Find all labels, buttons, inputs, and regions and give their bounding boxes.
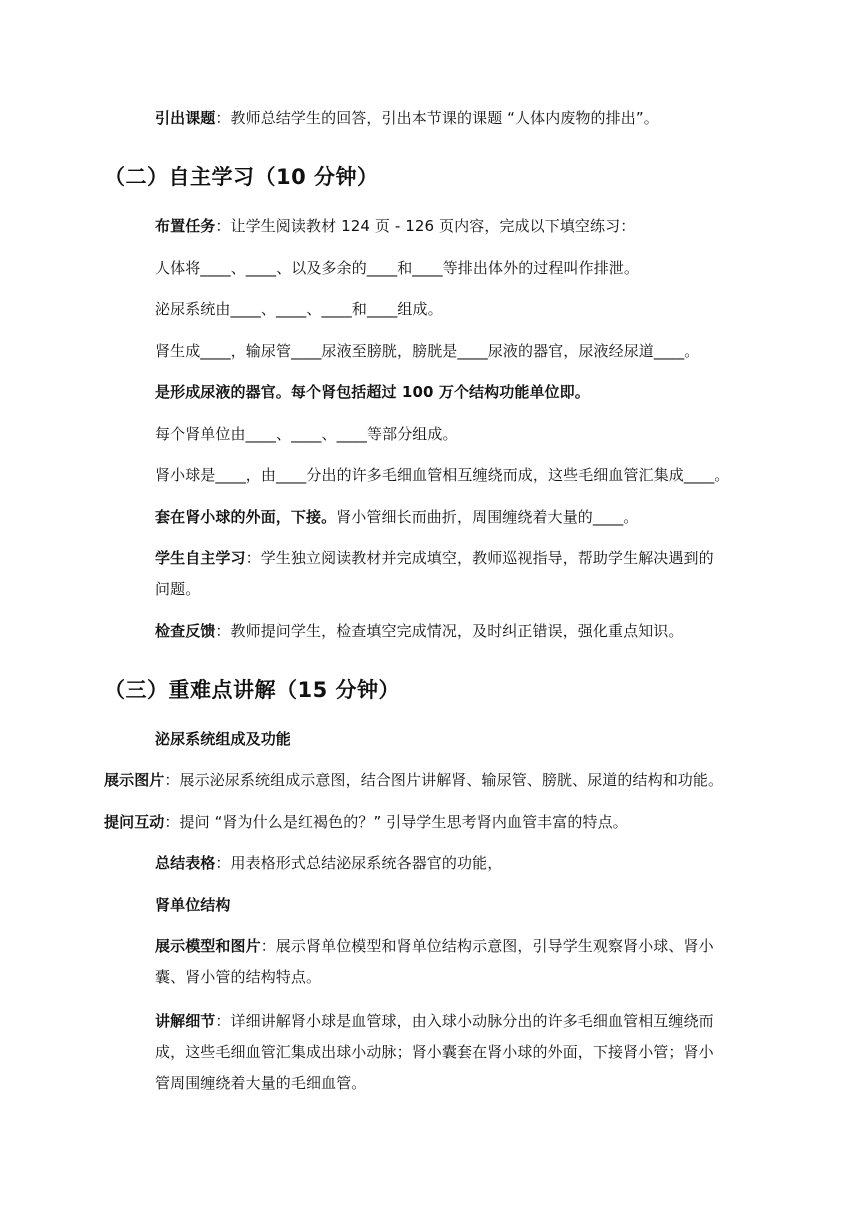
intro-text: ：教师总结学生的回答，引出本节课的课题 “人体内废物的排出”。 [215,109,659,127]
capsule-text: 肾小管细长而曲折，周围缠绕着大量的____。 [336,508,639,526]
self-study-paragraph [155,548,714,568]
show-picture-text: ：展示泌尿系统组成示意图，结合图片讲解肾、输尿管、膀胱、尿道的结构和功能。 [164,771,724,789]
model-label: 展示模型和图片 [155,937,261,955]
fill-line-4: 每个肾单位由____、____、____等部分组成。 [155,425,458,443]
self-study-label: 学生自主学习 [155,549,246,567]
feedback-text: ：教师提问学生，检查填空完成情况，及时纠正错误，强化重点知识。 [215,622,684,640]
detail-text-1: ：详细讲解肾小球是血管球，由入球小动脉分出的许多毛细血管相互缠绕而 [215,1012,714,1030]
intro-paragraph [155,108,659,128]
feedback-paragraph [155,621,684,641]
subheading-nephron: 肾单位结构 [155,896,231,914]
section-heading-2: （二）自主学习（10 分钟） [104,165,379,189]
task-label: 布置任务 [155,217,216,235]
detail-text-2: 成，这些毛细血管汇集成出球小动脉；肾小囊套在肾小球的外面，下接肾小管；肾小 [155,1043,714,1061]
model-text-1: ：展示肾单位模型和肾单位结构示意图，引导学生观察肾小球、肾小 [260,937,714,955]
detail-paragraph [155,1011,714,1031]
detail-label: 讲解细节 [155,1012,216,1030]
fill-line-1: 人体将____、____、以及多余的____和____等排出体外的过程叫作排泄。 [155,259,640,277]
fill-line-5: 肾小球是____，由____分出的许多毛细血管相互缠绕而成，这些毛细血管汇集成____。 [155,466,730,484]
fill-line-3: 肾生成____，输尿管____尿液至膀胱，膀胱是____尿液的器官，尿液经尿道____。 [155,342,700,360]
section-heading-3: （三）重难点讲解（15 分钟） [104,678,401,702]
subheading-urinary-system: 泌尿系统组成及功能 [155,730,291,748]
bold-kidney-line: 是形成尿液的器官。每个肾包括超过 100 万个结构功能单位即。 [155,383,590,401]
show-picture-paragraph [104,770,723,790]
self-study-text-2: 问题。 [155,580,201,598]
summary-text: ：用表格形式总结泌尿系统各器官的功能， [215,854,503,872]
fill-line-2: 泌尿系统由____、____、____和____组成。 [155,300,443,318]
summary-label: 总结表格 [155,854,216,872]
intro-label: 引出课题 [155,109,216,127]
question-text: ：提问 “肾为什么是红褐色的？” 引导学生思考肾内血管丰富的特点。 [164,813,628,831]
detail-text-3: 管周围缠绕着大量的毛细血管。 [155,1074,367,1092]
capsule-line [155,507,638,527]
model-paragraph [155,936,714,956]
capsule-bold: 套在肾小球的外面，下接。 [155,508,337,526]
task-text: ：让学生阅读教材 124 页 - 126 页内容，完成以下填空练习： [215,217,636,235]
self-study-text-1: ：学生独立阅读教材并完成填空，教师巡视指导，帮助学生解决遇到的 [245,549,714,567]
model-text-2: 囊、肾小管的结构特点。 [155,968,322,986]
task-paragraph [155,216,635,236]
question-paragraph [104,812,628,832]
summary-paragraph [155,853,502,873]
show-picture-label: 展示图片 [104,771,165,789]
question-label: 提问互动 [104,813,165,831]
feedback-label: 检查反馈 [155,622,216,640]
